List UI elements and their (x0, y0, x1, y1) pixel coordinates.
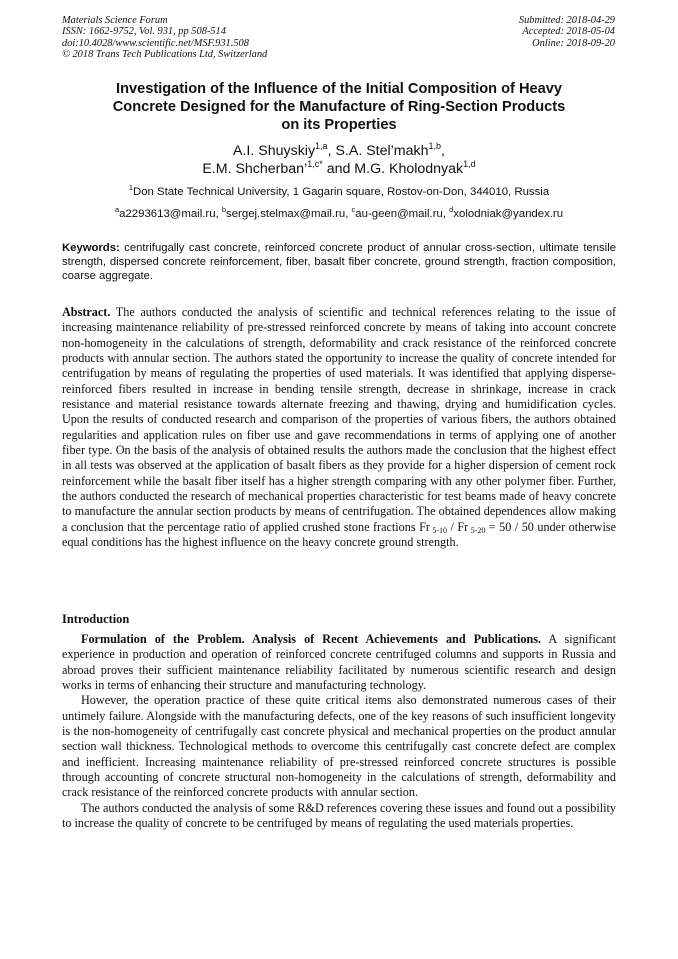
title-line: Investigation of the Influence of the Initial Composition of Heavy (116, 81, 562, 97)
email-list (62, 207, 616, 221)
section-heading: Introduction (62, 612, 130, 626)
doi-line: doi:10.4028/www.scientific.net/MSF.931.508 (62, 37, 249, 49)
author-name: , S.A. Stel’makh (327, 143, 429, 159)
author-list (62, 142, 616, 178)
fraction-subscript: 5-10 (429, 525, 448, 535)
copyright-line: © 2018 Trans Tech Publications Ltd, Switzerland (62, 49, 268, 61)
email-sup: b (221, 205, 227, 214)
author-name: E.M. Shcherban’ (202, 161, 308, 177)
abstract-block (62, 305, 616, 551)
email-sup: a (114, 205, 120, 214)
author-name: and M.G. Kholodnyak (322, 161, 464, 177)
paper-title (62, 80, 616, 134)
accepted-date: Accepted: 2018-05-04 (522, 26, 615, 38)
paragraph-lead: Formulation of the Problem. Analysis of Recent Achievements and Publications. (81, 632, 542, 646)
submitted-date: Submitted: 2018-04-29 (518, 15, 615, 26)
abstract-text: = 50 / 50 under otherwise equal conditions has the highest influence on the heavy concrete ground strength. (62, 519, 616, 550)
keywords-label: Keywords: (62, 242, 120, 254)
paragraph: However, the operation practice of these quite critical items also demonstrated numerous cases of their untimely failure. Alongside with the manufacturing defects, one of the key reasons of such insufficient longevity is the non-homogeneity of centrifugally cast concrete physical and mechanical properties on the product annular section wall thickness. Technological methods to overcome this centrifugally cast concrete defect are complex and inefficient. Increasing maintenance reliability of pre-stressed reinforced concrete structures is possible through accounting of concrete structural non-homogeneity in the calculations of strength, deformability and crack resistance of the reinforced concrete products with annular section. (62, 693, 616, 800)
dates-info (519, 15, 615, 49)
author-sup: 1,a (315, 141, 328, 151)
author-sep: , (441, 143, 445, 159)
introduction-body (62, 632, 616, 831)
author-sup: 1,b (428, 141, 442, 151)
journal-name: Materials Science Forum (62, 15, 168, 26)
affiliation-text: Don State Technical University, 1 Gagarin square, Rostov-on-Don, 344010, Russia (132, 186, 550, 198)
email-address[interactable]: a2293613@mail.ru, (119, 208, 222, 220)
issn-line: ISSN: 1662-9752, Vol. 931, pp 508-514 (62, 26, 226, 38)
author-line-2 (62, 160, 616, 178)
email-address[interactable]: au-geen@mail.ru, (355, 208, 450, 220)
author-sup: 1,d (463, 159, 476, 169)
email-sup: d (449, 205, 454, 214)
author-name: A.I. Shuyskiy (233, 143, 316, 159)
fraction-subscript: 5-20 (468, 525, 486, 535)
paragraph: The authors conducted the analysis of some R&D references covering these issues and found out a possibility to increase the quality of concrete to be centrifuged by means of regulating the used materials properties. (62, 800, 616, 831)
title-line: Concrete Designed for the Manufacture of Ring-Section Products (112, 99, 566, 115)
abstract-text: The authors conducted the analysis of scientific and technical references relating to the issue of increasing maintenance reliability of pre-stressed reinforced concrete by means of taking into account concrete non-homogeneity in the calculations of strength, deformability and crack resistance of the reinforced concrete products with annular section. The authors stated the opportunity to increase the quality of concrete intended for centrifugation by means of regulating the properties of used materials. It was identified that applying disperse-reinforced fibers resulted in increase in bending tensile strength, decrease in shrinkage, increase in crack resistance and material resistance towards alternate freezing and thawing, drying and humidification cycles. Upon the results of conducted research and comparison of the properties of various fibers, the authors obtained regularities and application rules on fiber use and gave recommendations in terms of applying one of another fiber type. On the basis of the analysis of obtained results the authors made the conclusion that the highest effect in all tests was observed at the application of basalt fibers as they provide for a higher dispersion of cement rock reinforcement while the basalt fiber itself has a higher strength comparing with any other polymer fiber. Further, the authors conducted the research of mechanical properties characteristic for test beams made of heavy concrete to manufacture the annular section products by means of centrifugation. The obtained dependences allow making a conclusion that the percentage ratio of applied crushed stone fractions Fr (62, 305, 616, 534)
journal-info (62, 15, 267, 61)
author-sup: 1,c* (307, 159, 323, 169)
paragraph-text: A significant experience in production and operation of reinforced concrete centrifuged columns and supports in Russia and abroad proves their sufficient maintenance reliability facilitated by numerous scientific research and design works in terms of enhancing their structure and manufacturing technology. (62, 632, 616, 693)
online-date: Online: 2018-09-20 (532, 37, 615, 49)
title-line: on its Properties (281, 117, 397, 133)
keywords-block (62, 241, 616, 284)
email-address[interactable]: sergej.stelmax@mail.ru, (226, 208, 352, 220)
abstract-text: / Fr (447, 519, 469, 534)
author-line-1 (62, 142, 616, 160)
email-sup: c (351, 205, 356, 214)
paragraph (62, 632, 616, 693)
keywords-text: centrifugally cast concrete, reinforced concrete product of annular cross-section, ultimate tensile strength, dispersed concrete reinforcement, fiber, basalt fiber concrete, ground strength, fraction composition, coarse aggregate. (62, 242, 616, 283)
affiliation (62, 185, 616, 199)
affiliation-sup: 1 (128, 183, 133, 192)
abstract-label: Abstract. (62, 305, 111, 319)
email-address[interactable]: xolodniak@yandex.ru (453, 208, 564, 220)
